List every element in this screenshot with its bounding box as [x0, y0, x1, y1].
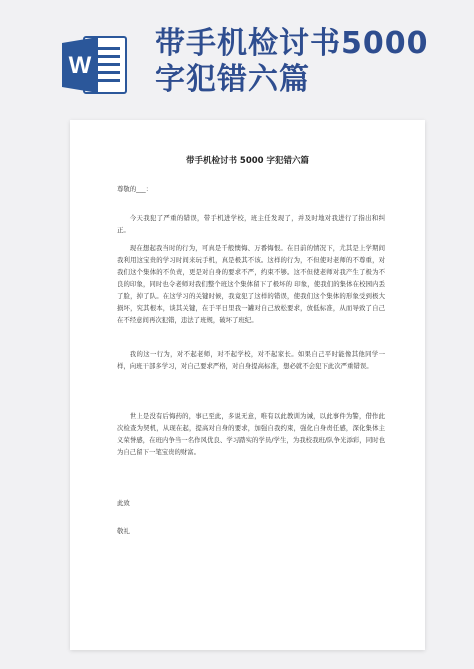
salutation: 尊敬的___： — [117, 185, 153, 193]
paragraph-1: 今天我犯了严重的错误，带手机进学校，班主任发现了，并及时地对我进行了指出和纠正。 — [117, 214, 385, 234]
paragraph-2: 现在想起我当时的行为，可真是千般懊悔、万番悔恨。在目前的情况下，尤其是上学期间我利用这宝贵的学习时间来玩手机，真是极其不该。这样的行为，不但使对老师的不尊重，对我们这个集体的不负责，更是对自身的要求不严，约束不够。这不但使老师对我产生了极为不良的印象，同时也令老师对我们整个班这个集体留下了极坏的 印象，使我们的集体在校园内丢了脸，掉了队。在这学习的关键时候，我竟犯了这样的错误，使我们这个集体的形象受到极大损坏，究其根本，谈其关键，在于平日里我一罐对自己放松要求，放低标准，从而导致了自己在不经意间再次犯错，违法了班规，破坏了班纪。 — [117, 244, 385, 324]
word-doc-icon — [62, 35, 128, 95]
salute: 敬礼 — [117, 527, 130, 535]
document-heading: 带手机检讨书 5000 字犯错六篇 — [185, 156, 310, 166]
paragraph-3: 我的这一行为，对不起老师，对不起学校，对不起家长。如果自己平时能像其他同学一样，向班干部多学习，对自己要求严格，对自身提高标准，想必就不会犯下此次严重错误。 — [117, 350, 385, 370]
banner — [0, 0, 474, 110]
paragraph-4: 世上是没有后悔药的，事已至此，多说无意，唯有以此教训为诫，以此事件为警，借作此次检查为契机，从现在起，提高对自身的要求，加强自我约束，强化自身责任感，深化集体主义荣誉感，在班内争当一名作风优良、学习踏实的学员/学生，为我校我班/队争光添彩，同时也为自己留下一笔宝贵的财富。 — [117, 412, 385, 456]
word-icon-letter: W — [68, 52, 92, 79]
banner-title: 带手机检讨书5000字犯错六篇 — [155, 26, 429, 97]
document-page — [70, 120, 425, 650]
closing: 此致 — [117, 499, 130, 507]
